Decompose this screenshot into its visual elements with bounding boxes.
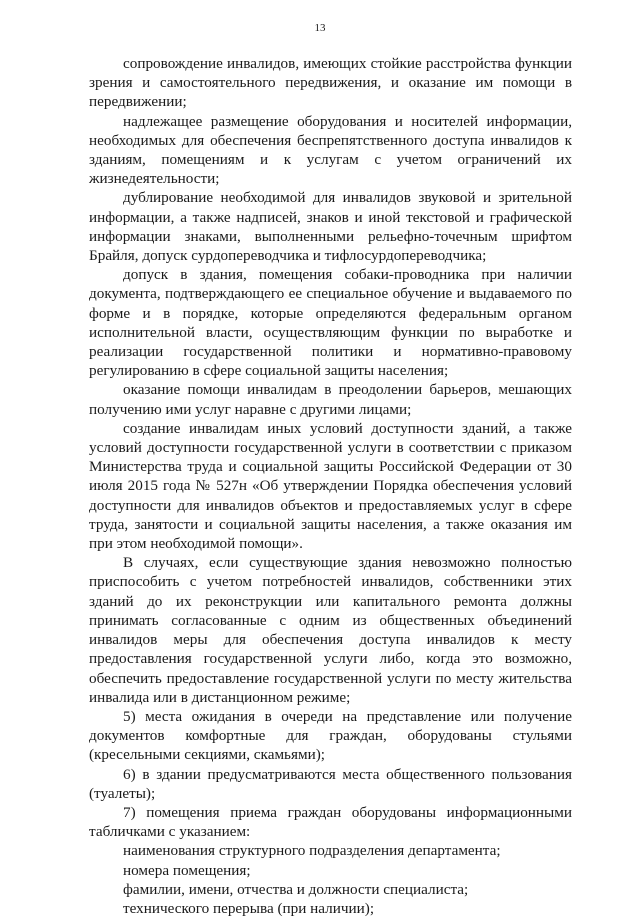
paragraph: 6) в здании предусматриваются места общественного пользования (туалеты); <box>89 765 572 802</box>
list-item: номера помещения; <box>123 861 251 879</box>
list-item: технического перерыва (при наличии); <box>123 899 375 917</box>
list-item: наименования структурного подразделения департамента; <box>123 842 501 860</box>
list-item: фамилии, имени, отчества и должности специалиста; <box>123 880 469 898</box>
paragraph: надлежащее размещение оборудования и носителей информации, необходимых для обеспечения беспрепятственного доступа инвалидов к зданиям, помещениям и к услугам с учетом ограничений их жизнедеятельности; <box>89 112 572 188</box>
paragraph: сопровождение инвалидов, имеющих стойкие расстройства функции зрения и самостоятельного передвижения, и оказание им помощи в передвижении; <box>89 55 572 111</box>
paragraph: создание инвалидам иных условий доступности зданий, а также условий доступности государственной услуги в соответствии с приказом Министерства труда и социальной защиты Российской Федерации от 30 июля 2015 года № 527н «Об утверждении Порядка обеспечения условий доступности для инвалидов объектов и предоставляемых услуг в сфере труда, занятости и социальной защиты населения, а также оказания им при этом необходимой помощи». <box>89 419 572 553</box>
paragraph: 7) помещения приема граждан оборудованы информационными табличками с указанием: <box>89 803 572 841</box>
paragraph: 5) места ожидания в очереди на представление или получение документов комфортные для граждан, оборудованы стульями (кресельными секциями, скамьями); <box>89 707 572 764</box>
paragraph: допуск в здания, помещения собаки-проводника при наличии документа, подтверждающего ее специальное обучение и выдаваемого по форме и в порядке, которые определяются федеральным органом исполнительной власти, осуществляющим функции по выработке и реализации государственной политики и нормативно-правовому регулированию в сфере социальной защиты населения; <box>89 266 572 380</box>
document-body <box>89 54 572 918</box>
paragraph: оказание помощи инвалидам в преодолении барьеров, мешающих получению ими услуг наравне с другими лицами; <box>89 381 572 418</box>
paragraph: В случаях, если существующие здания невозможно полностью приспособить с учетом потребностей инвалидов, собственники этих зданий до их реконструкции или капитального ремонта должны принимать согласованные с одним из общественных объединений инвалидов меры для обеспечения доступа инвалидов к месту предоставления государственной услуги либо, когда это возможно, обеспечить предоставление государственной услуги по месту жительства инвалида или в дистанционном режиме; <box>89 554 572 706</box>
page-number: 13 <box>314 22 326 34</box>
paragraph: дублирование необходимой для инвалидов звуковой и зрительной информации, а также надписей, знаков и иной текстовой и графической информации знаками, выполненными рельефно-точечным шрифтом Брайля, допуск сурдопереводчика и тифлосурдопереводчика; <box>89 189 572 265</box>
